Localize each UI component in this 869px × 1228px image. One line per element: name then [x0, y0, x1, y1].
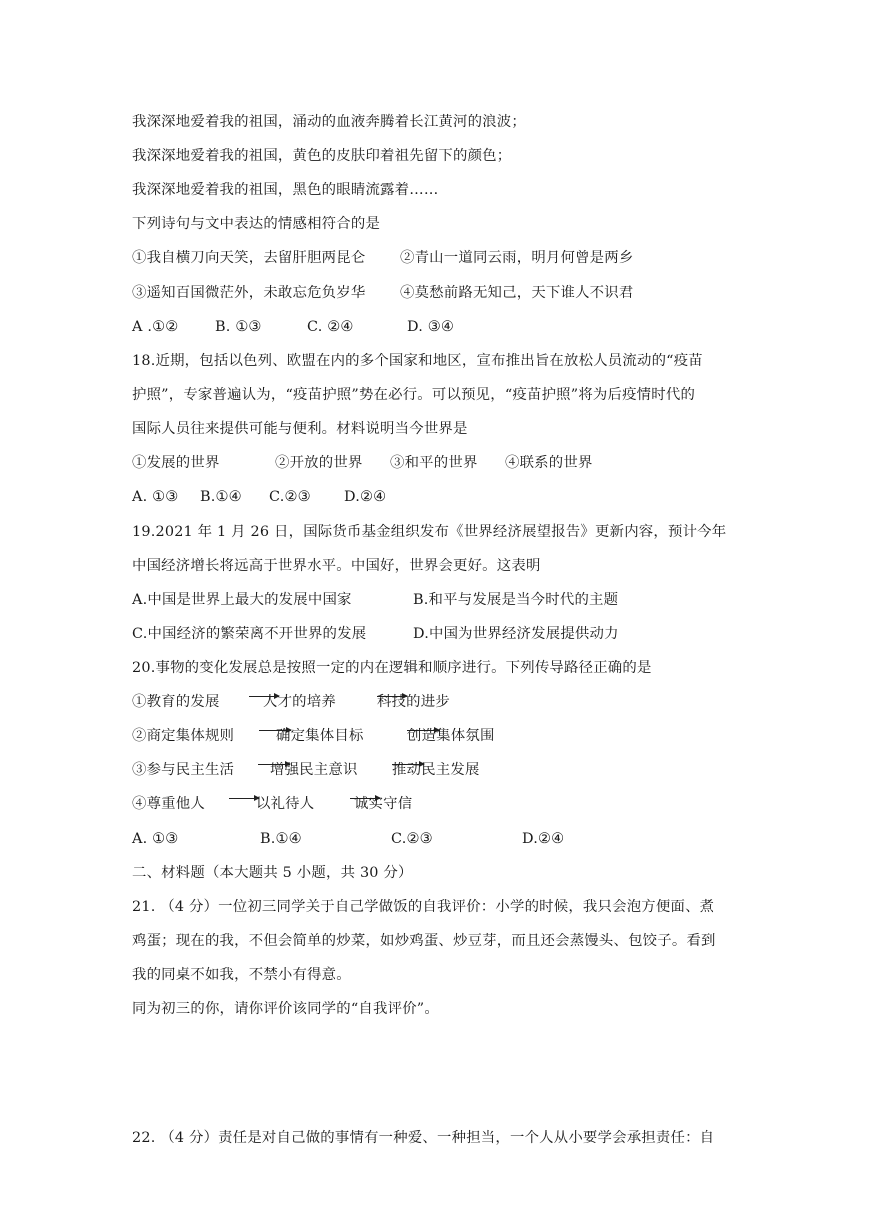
q21-text: 我的同桌不如我，不禁小有得意。: [132, 967, 351, 983]
q20-stem: 20.事物的变化发展总是按照一定的内在逻辑和顺序进行。下列传导路径正确的是: [132, 660, 652, 676]
choice-a: A. ①③: [132, 489, 179, 505]
path-step: ④尊重他人: [132, 796, 205, 812]
q19-option-a: A.中国是世界上最大的发展中国家: [132, 592, 352, 608]
path-step: 诚实守信: [354, 796, 413, 812]
choice-d: D. ③④: [407, 319, 454, 335]
poem-line: 我深深地爱着我的祖国，涌动的血液奔腾着长江黄河的浪波；: [132, 114, 526, 130]
q21-prompt: 同为初三的你，请你评价该同学的“自我评价”。: [132, 1001, 439, 1017]
path-step: 确定集体目标: [276, 728, 364, 744]
q17-option-4: ④莫愁前路无知己，天下谁人不识君: [400, 285, 634, 301]
choice-b: B. ①③: [215, 319, 262, 335]
choice-a: A .①②: [132, 319, 179, 335]
choice-c: C. ②④: [307, 319, 354, 335]
q21-text: 21. （4 分）一位初三同学关于自己学做饭的自我评价：小学的时候，我只会泡方便面、煮: [132, 899, 715, 915]
q18-option-2: ②开放的世界: [275, 455, 363, 471]
q18-text: 护照”，专家普遍认为，“疫苗护照”势在必行。可以预见，“疫苗护照”将为后疫情时代的: [132, 387, 696, 403]
q19-text: 19.2021 年 1 月 26 日，国际货币基金组织发布《世界经济展望报告》更新内容，预计今年: [132, 524, 727, 540]
section-heading: 二、材料题（本大题共 5 小题，共 30 分）: [132, 865, 413, 881]
path-step: 人才的培养: [263, 694, 336, 710]
q19-option-d: D.中国为世界经济发展提供动力: [413, 626, 619, 642]
choice-d: D.②④: [344, 489, 387, 505]
path-step: ③参与民主生活: [132, 762, 235, 778]
q18-option-4: ④联系的世界: [505, 455, 593, 471]
path-step: 推动民主发展: [392, 762, 480, 778]
path-step: ①教育的发展: [132, 694, 220, 710]
q19-text: 中国经济增长将远高于世界水平。中国好，世界会更好。这表明: [132, 558, 541, 574]
path-step: 以礼待人: [256, 796, 315, 812]
path-step: 创造集体氛围: [407, 728, 495, 744]
path-step: ②商定集体规则: [132, 728, 235, 744]
q17-option-3: ③遥知百国微茫外，未敢忘危负岁华: [132, 285, 366, 301]
q18-option-3: ③和平的世界: [390, 455, 478, 471]
q17-option-1: ①我自横刀向天笑，去留肝胆两昆仑: [132, 250, 366, 266]
q18-text: 18.近期，包括以色列、欧盟在内的多个国家和地区，宣布推出旨在放松人员流动的“疫苗: [132, 353, 703, 369]
choice-d: D.②④: [522, 831, 565, 847]
choice-b: B.①④: [260, 831, 302, 847]
poem-line: 我深深地爱着我的祖国，黑色的眼睛流露着……: [132, 182, 439, 198]
path-step: 科技的进步: [377, 694, 450, 710]
choice-c: C.②③: [391, 831, 433, 847]
q21-text: 鸡蛋；现在的我，不但会简单的炒菜，如炒鸡蛋、炒豆芽，而且还会蒸馒头、包饺子。看到: [132, 933, 716, 949]
q18-option-1: ①发展的世界: [132, 455, 220, 471]
q19-option-b: B.和平与发展是当今时代的主题: [413, 592, 619, 608]
poem-line: 我深深地爱着我的祖国，黄色的皮肤印着祖先留下的颜色；: [132, 148, 512, 164]
q22-text: 22. （4 分）责任是对自己做的事情有一种爱、一种担当，一个人从小要学会承担责任：自: [132, 1130, 715, 1146]
path-step: 增强民主意识: [270, 762, 358, 778]
q17-stem: 下列诗句与文中表达的情感相符合的是: [132, 216, 381, 232]
choice-a: A. ①③: [132, 831, 179, 847]
q19-option-c: C.中国经济的繁荣离不开世界的发展: [132, 626, 367, 642]
choice-c: C.②③: [269, 489, 311, 505]
q17-option-2: ②青山一道同云雨，明月何曾是两乡: [400, 250, 634, 266]
choice-b: B.①④: [200, 489, 242, 505]
q18-text: 国际人员往来提供可能与便利。材料说明当今世界是: [132, 421, 468, 437]
arrow-icon: [229, 798, 259, 799]
